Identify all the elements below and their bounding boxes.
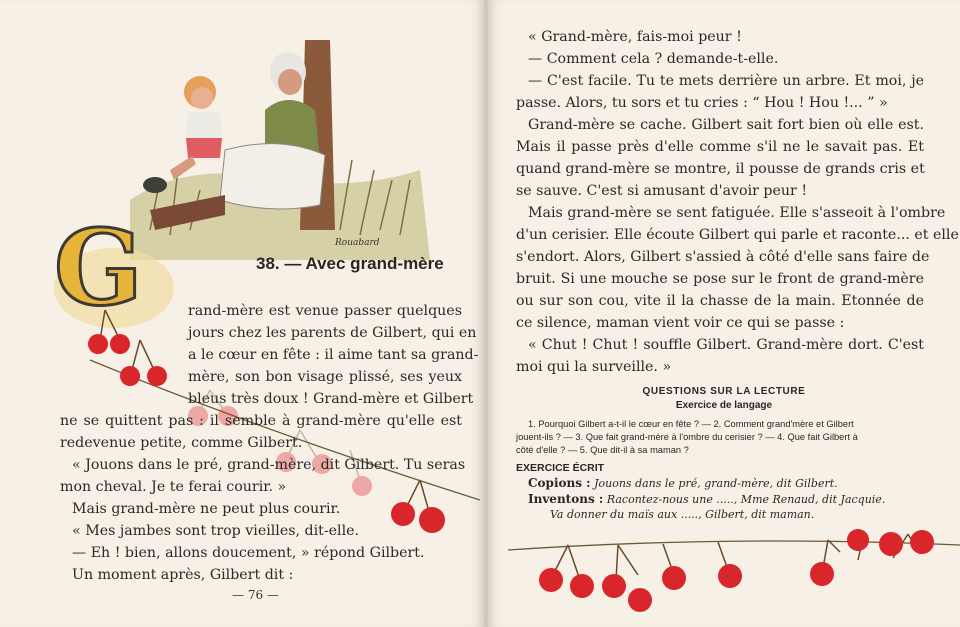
inventons-label: Inventons : [528, 492, 604, 506]
page-number: — 76 — [232, 588, 279, 602]
right-page [488, 0, 960, 627]
text-line: rand-mère est venue passer quelques [188, 303, 462, 319]
text-line: quand grand-mère se montre, il pousse de grands cris et [516, 161, 925, 177]
copions-label: Copions : [528, 476, 591, 490]
text-line: Mais grand-mère ne peut plus courir. [72, 501, 341, 517]
inventons-text: Racontez-nous une ....., Mme Renaud, dit Jacquie. [606, 493, 886, 506]
text-line: Un moment après, Gilbert dit : [72, 567, 294, 583]
text-line: mon cheval. Je te ferai courir. » [60, 479, 287, 495]
exercise-title: EXERCICE ÉCRIT [516, 462, 605, 474]
question-line: jouent-ils ? — 3. Que fait grand-mère à l'ombre du cerisier ? — 4. Que fait Gilbert à [516, 432, 858, 442]
chapter-title: 38. — Avec grand-mère [256, 254, 444, 273]
text-line: moi qui la surveille. » [516, 359, 672, 375]
cherry-icon [662, 544, 686, 590]
text-line: d'un cerisier. Elle écoute Gilbert qui parle et raconte... et elle [516, 227, 959, 243]
text-line: bruit. Si une mouche se pose sur le front de grand-mère [516, 271, 924, 287]
text-line: mère, son bon visage plissé, ses yeux [188, 369, 462, 385]
text-line: ne se quittent pas : il semble à grand-mère qu'elle est [60, 413, 462, 429]
text-line: « Chut ! Chut ! souffle Gilbert. Grand-mère dort. C'est [528, 337, 924, 353]
cherry-icon [88, 310, 130, 354]
text-line: — C'est facile. Tu te mets derrière un arbre. Et moi, je [528, 73, 924, 89]
text-line: s'endort. Alors, Gilbert s'assied à côté d'elle sans faire de [516, 249, 930, 265]
cherry-icon [602, 545, 652, 612]
inventons-line [528, 492, 885, 507]
cherry-icon [718, 542, 742, 588]
dropcap-letter: G [54, 206, 143, 329]
text-line: ce silence, maman vient voir ce qui se passe : [516, 315, 845, 331]
text-line: a le cœur en fête : il aime tant sa grand- [188, 347, 479, 363]
text-line: jours chez les parents de Gilbert, qui en [188, 325, 477, 341]
text-line: ou sur son cou, vite il la chasse de la main. Etonnée de [516, 293, 924, 309]
cherry-garland-right [488, 520, 960, 627]
text-line: « Jouons dans le pré, grand-mère, dit Gilbert. Tu seras [72, 457, 466, 473]
cherry-icon [539, 545, 594, 598]
copions-line [528, 476, 838, 491]
text-line: — Comment cela ? demande-t-elle. [528, 51, 779, 67]
cherry-icon [391, 480, 445, 533]
question-line: côté d'elle ? — 5. Que dit-il à sa maman ? [516, 445, 689, 455]
text-line: Mais grand-mère se sent fatiguée. Elle s'asseoit à l'ombre [528, 205, 946, 221]
question-line: 1. Pourquoi Gilbert a-t-il le cœur en fête ? — 2. Comment grand'mère et Gilbert [528, 419, 854, 429]
text-line: Grand-mère se cache. Gilbert sait fort bien où elle est. [528, 117, 924, 133]
text-line: Mais il passe près d'elle comme s'il ne le savait pas. Et [516, 139, 924, 155]
text-line: se sauve. C'est si amusant d'avoir peur ! [516, 183, 808, 199]
copions-text: Jouons dans le pré, grand-mère, dit Gilbert. [594, 477, 838, 490]
cherry-icon [879, 530, 934, 558]
illustration-grandmother-and-boy [130, 30, 430, 260]
inventons-text-2: Va donner du maïs aux ....., Gilbert, dit maman. [550, 508, 815, 521]
text-line: redevenue petite, comme Gilbert. [60, 435, 303, 451]
text-line: bleus très doux ! Grand-mère et Gilbert [188, 391, 474, 407]
questions-subtitle: Exercice de langage [675, 400, 773, 411]
illustration-signature: Rouabard [335, 238, 380, 248]
cherry-icon [810, 540, 840, 586]
questions-title: QUESTIONS SUR LA LECTURE [642, 386, 806, 397]
text-line: passe. Alors, tu sors et tu cries : “ Hou ! Hou !... ” » [516, 95, 888, 111]
text-line: « Mes jambes sont trop vieilles, dit-elle. [72, 523, 360, 539]
text-line: « Grand-mère, fais-moi peur ! [528, 29, 742, 45]
text-line: — Eh ! bien, allons doucement, » répond Gilbert. [72, 545, 425, 561]
cherry-icon [847, 529, 869, 560]
